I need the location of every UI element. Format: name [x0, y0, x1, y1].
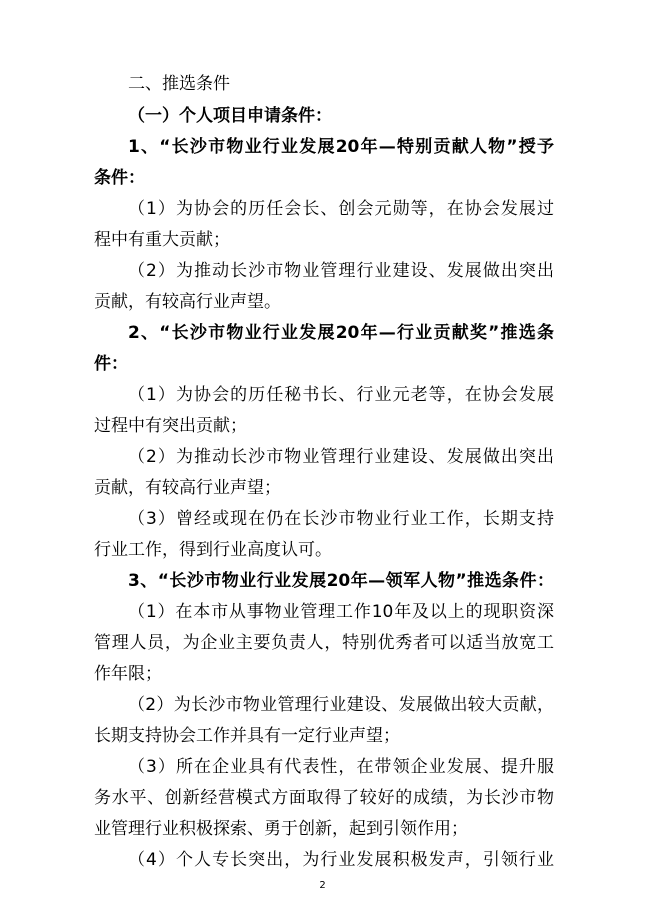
- item-2-title-line-1: 2、“长沙市物业行业发展20年—行业贡献奖”推选条: [128, 323, 554, 343]
- page-number: 2: [319, 880, 326, 891]
- item-2-title-line-2: 件：: [94, 354, 128, 374]
- item-1-clause-2-line-1: （2）为推动长沙市物业管理行业建设、发展做出突出: [128, 261, 554, 281]
- item-3-clause-1-line-1: （1）在本市从事物业管理工作10年及以上的现职资深: [128, 602, 554, 622]
- item-2-clause-1-line-2: 过程中有突出贡献；: [94, 416, 247, 436]
- item-3-clause-1-line-3: 作年限；: [94, 664, 162, 684]
- item-3-clause-1-line-2: 管理人员，为企业主要负责人，特别优秀者可以适当放宽工: [94, 633, 554, 653]
- item-3-clause-4-line-1: （4）个人专长突出，为行业发展积极发声，引领行业: [128, 850, 554, 870]
- item-1-clause-2-line-2: 贡献，有较高行业声望。: [94, 292, 281, 312]
- item-3-clause-3-line-1: （3）所在企业具有代表性，在带领企业发展、提升服: [128, 757, 554, 777]
- item-1-title-line-2: 条件：: [94, 168, 145, 188]
- item-2-clause-1-line-1: （1）为协会的历任秘书长、行业元老等，在协会发展: [128, 385, 554, 405]
- item-3-clause-2-line-2: 长期支持协会工作并具有一定行业声望；: [94, 726, 400, 746]
- sub-heading: （一）个人项目申请条件：: [128, 106, 332, 126]
- item-2-clause-3-line-2: 行业工作，得到行业高度认可。: [94, 540, 332, 560]
- item-2-clause-3-line-1: （3）曾经或现在仍在长沙市物业行业工作，长期支持: [128, 509, 554, 529]
- item-1-clause-1-line-2: 程中有重大贡献；: [94, 230, 230, 250]
- item-3-clause-3-line-3: 业管理行业积极探索、勇于创新，起到引领作用；: [94, 819, 468, 839]
- item-1-title-line-1: 1、“长沙市物业行业发展20年—特别贡献人物”授予: [128, 137, 554, 157]
- section-heading: 二、推选条件: [128, 74, 230, 94]
- item-3-title: 3、“长沙市物业行业发展20年—领军人物”推选条件：: [128, 571, 554, 591]
- item-3-clause-2-line-1: （2）为长沙市物业管理行业建设、发展做出较大贡献，: [128, 695, 554, 715]
- item-2-clause-2-line-1: （2）为推动长沙市物业管理行业建设、发展做出突出: [128, 447, 554, 467]
- item-1-clause-1-line-1: （1）为协会的历任会长、创会元勋等，在协会发展过: [128, 199, 554, 219]
- item-3-clause-3-line-2: 务水平、创新经营模式方面取得了较好的成绩，为长沙市物: [94, 788, 554, 808]
- item-2-clause-2-line-2: 贡献，有较高行业声望；: [94, 478, 281, 498]
